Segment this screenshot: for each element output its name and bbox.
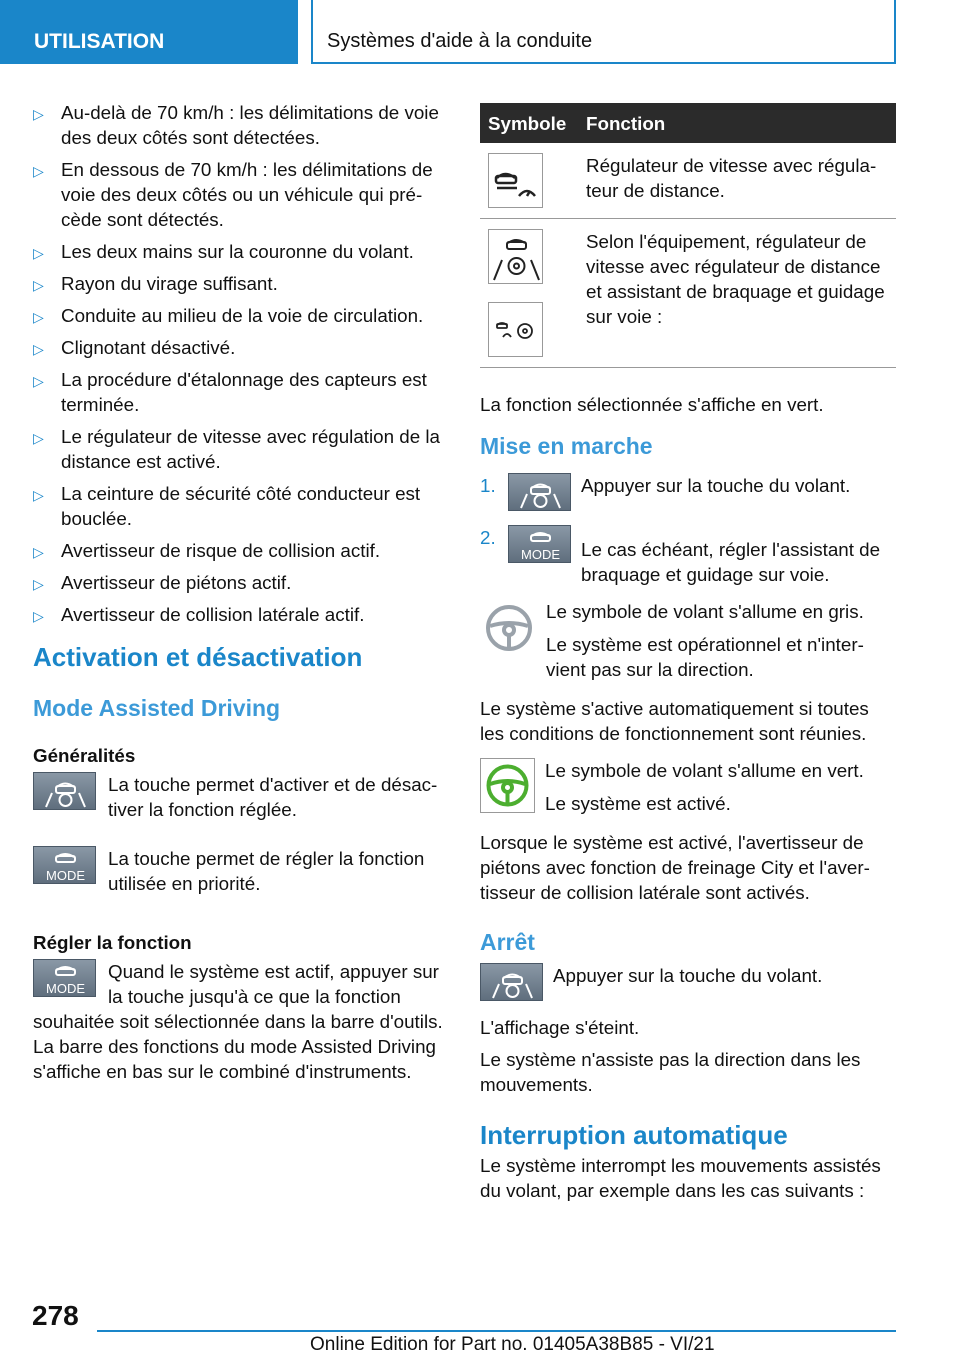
row2-text: Selon l'équipement, régulateur de vitesse avec régulateur de distance et assistant de braquage et guidage sur voie : [578, 219, 896, 368]
bullet-triangle-icon: ▷ [33, 608, 44, 624]
interruption-text: Le système interrompt les mouvements assistés du volant, par exemple dans les cas suivants : [480, 1155, 881, 1201]
grey-wheel-text-2: Le système est opérationnel et n'inter-vient pas sur la direction. [546, 634, 864, 680]
step-1-text: Appuyer sur la touche du volant. [581, 475, 851, 496]
heading-arret: Arrêt [480, 929, 535, 955]
no-assist-text: Le système n'assiste pas la direction dans les mouvements. [480, 1049, 861, 1095]
heading-mode: Mode Assisted Driving [33, 695, 281, 721]
bullet-triangle-icon: ▷ [33, 373, 44, 389]
list-item [33, 424, 447, 474]
list-item [33, 367, 447, 417]
step-1-num: 1. [480, 475, 496, 496]
list-item-text: Avertisseur de risque de collision actif. [61, 540, 381, 561]
list-item-text: Clignotant désactivé. [61, 337, 236, 358]
right-column [480, 103, 896, 1203]
list-item-text: Avertisseur de collision latérale actif. [61, 604, 365, 625]
symbol-table [480, 103, 896, 368]
mode-button-icon [508, 525, 571, 563]
list-item-text: Au-delà de 70 km/h : les délimitations de voie des deux côtés sont détectées. [61, 102, 439, 148]
bullet-triangle-icon: ▷ [33, 576, 44, 592]
bullet-triangle-icon: ▷ [33, 341, 44, 357]
mode-label: MODE [521, 547, 560, 562]
list-item-text: Rayon du virage suffisant. [61, 273, 278, 294]
edition-text: Online Edition for Part no. 01405A38B85 - VI/21 [310, 1334, 715, 1355]
list-item-text: Avertisseur de piétons actif. [61, 572, 292, 593]
arret-text: Appuyer sur la touche du volant. [553, 965, 823, 986]
col-function: Fonction [578, 103, 896, 143]
step-2-num: 2. [480, 527, 496, 548]
list-item [33, 335, 447, 360]
mode-label: MODE [46, 868, 85, 883]
bullet-triangle-icon: ▷ [33, 430, 44, 446]
mode-label: MODE [46, 981, 85, 996]
general-row-1 [33, 772, 447, 822]
green-wheel-text-1: Le symbole de volant s'allume en vert. [545, 760, 864, 781]
list-item [33, 303, 447, 328]
mode-button-icon [33, 959, 96, 997]
grey-wheel-text-1: Le symbole de volant s'allume en gris. [546, 601, 864, 622]
left-column [33, 100, 447, 1084]
general-text-1: La touche permet d'activer et de désac-tiver la fonction réglée. [108, 774, 438, 820]
step-1 [480, 473, 896, 511]
list-item-text: Le régulateur de vitesse avec régulation de la distance est activé. [61, 426, 440, 472]
table-row [480, 143, 896, 219]
bullet-triangle-icon: ▷ [33, 163, 44, 179]
heading-regler: Régler la fonction [33, 932, 192, 953]
bullet-triangle-icon: ▷ [33, 106, 44, 122]
green-steering-wheel-icon [480, 758, 535, 813]
assisted-driving-button-icon [33, 772, 96, 810]
list-item [33, 271, 447, 296]
list-item [33, 100, 447, 150]
heading-interruption: Interruption automatique [480, 1120, 788, 1150]
general-text-2: La touche permet de régler la fonction utilisée en priorité. [108, 848, 425, 894]
selected-text: La fonction sélectionnée s'affiche en vert. [480, 394, 824, 415]
mode-button-icon [33, 846, 96, 884]
grey-wheel-row [480, 599, 896, 682]
list-item [33, 157, 447, 232]
table-header [480, 103, 896, 143]
list-item-text: En dessous de 70 km/h : les délimitations de voie des deux côtés ou un véhicule qui pré-cède sont détectés. [61, 159, 433, 230]
bullet-triangle-icon: ▷ [33, 487, 44, 503]
heading-activation: Activation et désactivation [33, 642, 363, 672]
affichage-text: L'affichage s'éteint. [480, 1017, 640, 1038]
section-tab [0, 0, 298, 64]
combined-assist-icon [488, 302, 543, 357]
arret-row [480, 963, 896, 1001]
section-title: UTILISATION [34, 30, 165, 53]
list-item [33, 538, 447, 563]
col-symbol: Symbole [480, 103, 578, 143]
chapter-header [311, 0, 896, 64]
green-wheel-row [480, 758, 896, 816]
assisted-driving-button-icon [508, 473, 571, 511]
page-number: 278 [32, 1300, 79, 1331]
assisted-driving-button-icon [480, 963, 543, 1001]
steering-assist-icon [488, 229, 543, 284]
bullet-triangle-icon: ▷ [33, 544, 44, 560]
active-para: Lorsque le système est activé, l'avertisseur de piétons avec fonction de freinage City et l'aver-tisseur de collision latérale sont activés. [480, 832, 870, 903]
list-item-text: Conduite au milieu de la voie de circulation. [61, 305, 424, 326]
list-item-text: La ceinture de sécurité côté conducteur est bouclée. [61, 483, 421, 529]
list-item-text: La procédure d'étalonnage des capteurs est terminée. [61, 369, 427, 415]
chapter-title: Systèmes d'aide à la conduite [327, 30, 593, 52]
bullet-triangle-icon: ▷ [33, 277, 44, 293]
distance-cruise-icon [488, 153, 543, 208]
step-2 [480, 525, 896, 587]
heading-mise: Mise en marche [480, 433, 653, 459]
list-item [33, 570, 447, 595]
condition-list [33, 100, 447, 627]
footer-divider [97, 1330, 896, 1332]
general-row-2 [33, 846, 447, 896]
grey-steering-wheel-icon [480, 599, 538, 657]
green-wheel-text-2: Le système est activé. [545, 793, 731, 814]
auto-active-text: Le système s'active automatiquement si toutes les conditions de fonctionnement sont réunies. [480, 698, 869, 744]
regler-row [33, 959, 447, 1009]
regler-text-b: souhaitée soit sélectionnée dans la barre d'outils. La barre des fonctions du mode Assisted Driving s'affiche en bas sur le combiné d'instruments. [33, 1011, 443, 1082]
table-row [480, 219, 896, 368]
list-item [33, 239, 447, 264]
regler-text-a: Quand le système est actif, appuyer sur la touche jusqu'à ce que la fonction [108, 961, 439, 1007]
bullet-triangle-icon: ▷ [33, 309, 44, 325]
bullet-triangle-icon: ▷ [33, 245, 44, 261]
list-item [33, 481, 447, 531]
row1-text: Régulateur de vitesse avec régula-teur de distance. [578, 143, 896, 219]
heading-general: Généralités [33, 745, 136, 766]
list-item-text: Les deux mains sur la couronne du volant. [61, 241, 414, 262]
step-2-text: Le cas échéant, régler l'assistant de braquage et guidage sur voie. [581, 539, 881, 585]
list-item [33, 602, 447, 627]
